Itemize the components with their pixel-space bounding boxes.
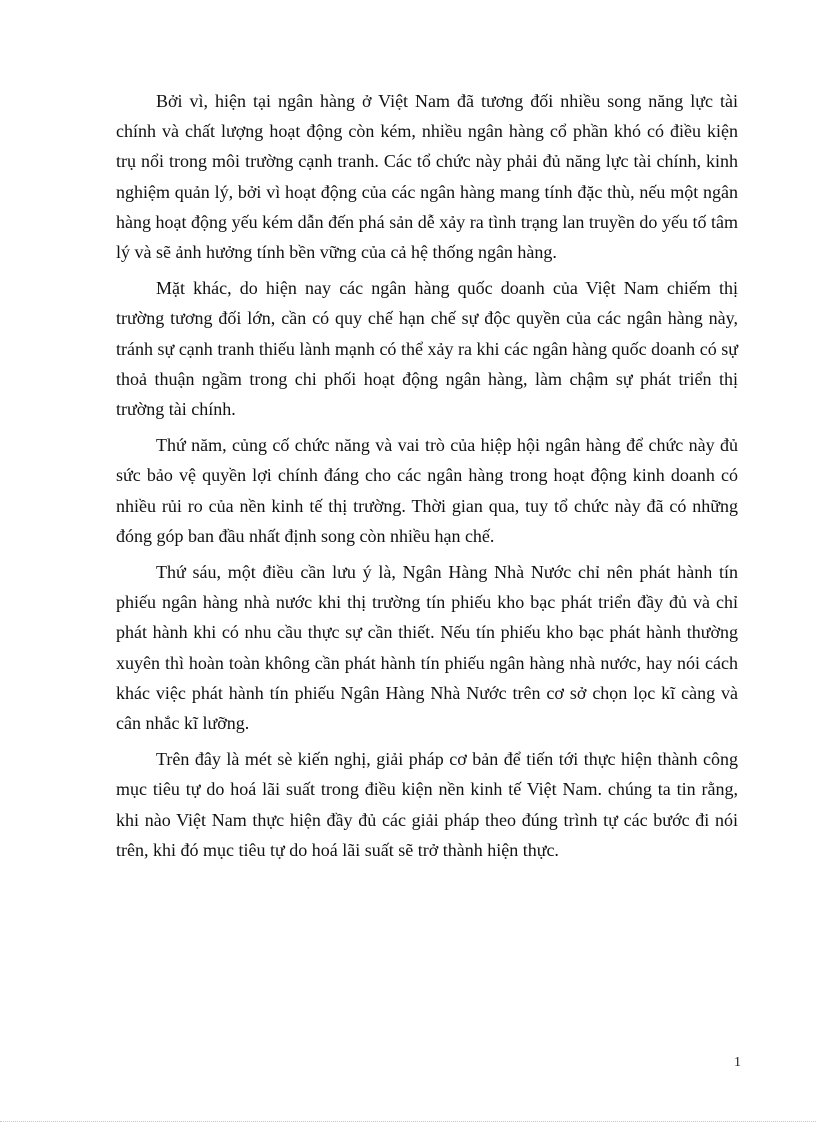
paragraph-4: Thứ sáu, một điều cần lưu ý là, Ngân Hàng Nhà Nước chỉ nên phát hành tín phiếu ngân hàng nhà nước khi thị trường tín phiếu kho bạc phát triển đầy đủ và chỉ phát hành khi có nhu cầu thực sự cần thiết. Nếu tín phiếu kho bạc phát hành thường xuyên thì hoàn toàn không cần phát hành tín phiếu ngân hàng nhà nước, hay nói cách khác việc phát hành tín phiếu Ngân Hàng Nhà Nước trên cơ sở chọn lọc kĩ càng và cân nhắc kĩ lưỡng. — [116, 562, 738, 734]
page-bottom-divider — [0, 1121, 816, 1122]
paragraph-2: Mặt khác, do hiện nay các ngân hàng quốc doanh của Việt Nam chiếm thị trường tương đối lớn, cần có quy chế hạn chế sự độc quyền của các ngân hàng này, tránh sự cạnh tranh thiếu lành mạnh có thể xảy ra khi các ngân hàng quốc doanh có sự thoả thuận ngầm trong chi phối hoạt động ngân hàng, làm chậm sự phát triển thị trường tài chính. — [116, 278, 738, 420]
paragraph-5: Trên đây là mét sè kiến nghị, giải pháp cơ bản để tiến tới thực hiện thành công mục tiêu tự do hoá lãi suất trong điều kiện nền kinh tế Việt Nam. chúng ta tin rằng, khi nào Việt Nam thực hiện đầy đủ các giải pháp theo đúng trình tự các bước đi nói trên, khi đó mục tiêu tự do hoá lãi suất sẽ trở thành hiện thực. — [116, 749, 738, 860]
paragraph-1: Bởi vì, hiện tại ngân hàng ở Việt Nam đã tương đối nhiều song năng lực tài chính và chất lượng hoạt động còn kém, nhiều ngân hàng cổ phần khó có điều kiện trụ nổi trong môi trường cạnh tranh. Các tổ chức này phải đủ năng lực tài chính, kinh nghiệm quản lý, bởi vì hoạt động của các ngân hàng mang tính đặc thù, nếu một ngân hàng hoạt động yếu kém dẫn đến phá sản dễ xảy ra tình trạng lan truyền do yếu tố tâm lý và sẽ ảnh hưởng tính bền vững của cả hệ thống ngân hàng. — [116, 91, 738, 263]
paragraph-3: Thứ năm, củng cố chức năng và vai trò của hiệp hội ngân hàng để chức này đủ sức bảo vệ quyền lợi chính đáng cho các ngân hàng trong hoạt động kinh doanh có nhiều rủi ro của nền kinh tế thị trường. Thời gian qua, tuy tổ chức này đã có những đóng góp ban đầu nhất định song còn nhiều hạn chế. — [116, 435, 738, 546]
page-number: 1 — [734, 1055, 741, 1070]
document-body — [116, 86, 738, 871]
